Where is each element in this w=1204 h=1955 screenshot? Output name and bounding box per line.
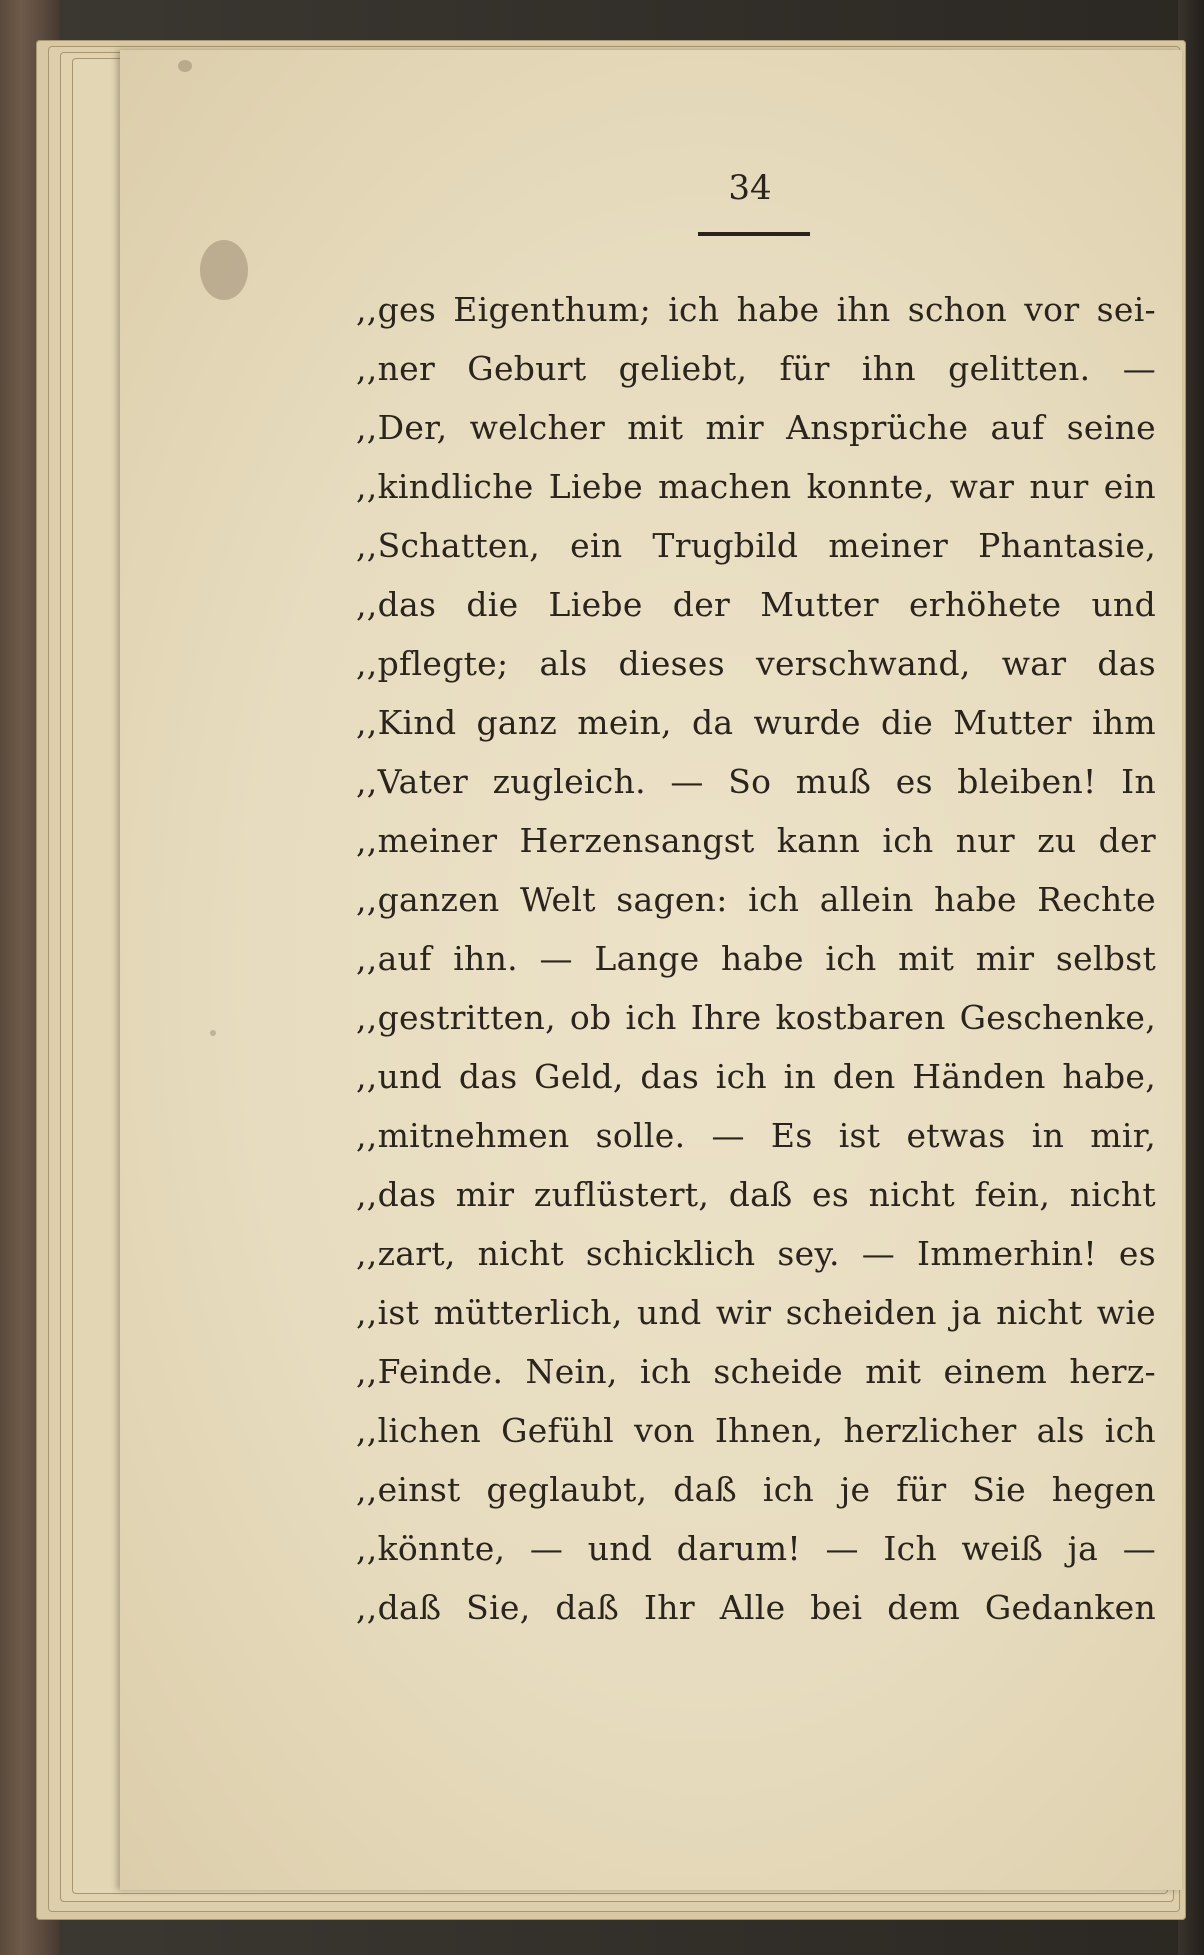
text-line: ,,ist mütterlich, und wir scheiden ja nicht wie <box>356 1293 1156 1332</box>
text-line: ,,meiner Herzensangst kann ich nur zu der <box>356 821 1156 860</box>
text-line: ,,daß Sie, daß Ihr Alle bei dem Gedanken <box>356 1588 1156 1627</box>
text-line: ,,könnte, — und darum! — Ich weiß ja — <box>356 1529 1156 1568</box>
text-line: ,,mitnehmen solle. — Es ist etwas in mir, <box>356 1116 1156 1155</box>
text-line: ,,kindliche Liebe machen konnte, war nur ein <box>356 467 1156 506</box>
paper-stain <box>210 1030 216 1036</box>
page-number: 34 <box>728 168 772 208</box>
text-line: ,,ganzen Welt sagen: ich allein habe Rechte <box>356 880 1156 919</box>
paper-stain <box>178 60 192 72</box>
text-line: ,,gestritten, ob ich Ihre kostbaren Geschenke, <box>356 998 1156 1037</box>
text-line: ,,Schatten, ein Trugbild meiner Phantasie, <box>356 526 1156 565</box>
text-line: ,,einst geglaubt, daß ich je für Sie hegen <box>356 1470 1156 1509</box>
text-line: ,,Feinde. Nein, ich scheide mit einem herz- <box>356 1352 1156 1391</box>
text-line: ,,ges Eigenthum; ich habe ihn schon vor sei- <box>356 290 1156 329</box>
body-text <box>356 280 1156 1637</box>
text-line: ,,Vater zugleich. — So muß es bleiben! In <box>356 762 1156 801</box>
text-line: ,,und das Geld, das ich in den Händen habe, <box>356 1057 1156 1096</box>
text-line: ,,auf ihn. — Lange habe ich mit mir selbst <box>356 939 1156 978</box>
page-number-rule <box>698 232 810 236</box>
text-line: ,,Kind ganz mein, da wurde die Mutter ihm <box>356 703 1156 742</box>
text-line: ,,zart, nicht schicklich sey. — Immerhin! es <box>356 1234 1156 1273</box>
text-line: ,,das die Liebe der Mutter erhöhete und <box>356 585 1156 624</box>
text-line: ,,das mir zuflüstert, daß es nicht fein, nicht <box>356 1175 1156 1214</box>
text-line: ,,Der, welcher mit mir Ansprüche auf seine <box>356 408 1156 447</box>
text-line: ,,lichen Gefühl von Ihnen, herzlicher als ich <box>356 1411 1156 1450</box>
text-line: ,,ner Geburt geliebt, für ihn gelitten. — <box>356 349 1156 388</box>
paper-stain <box>200 240 248 300</box>
text-line: ,,pflegte; als dieses verschwand, war das <box>356 644 1156 683</box>
